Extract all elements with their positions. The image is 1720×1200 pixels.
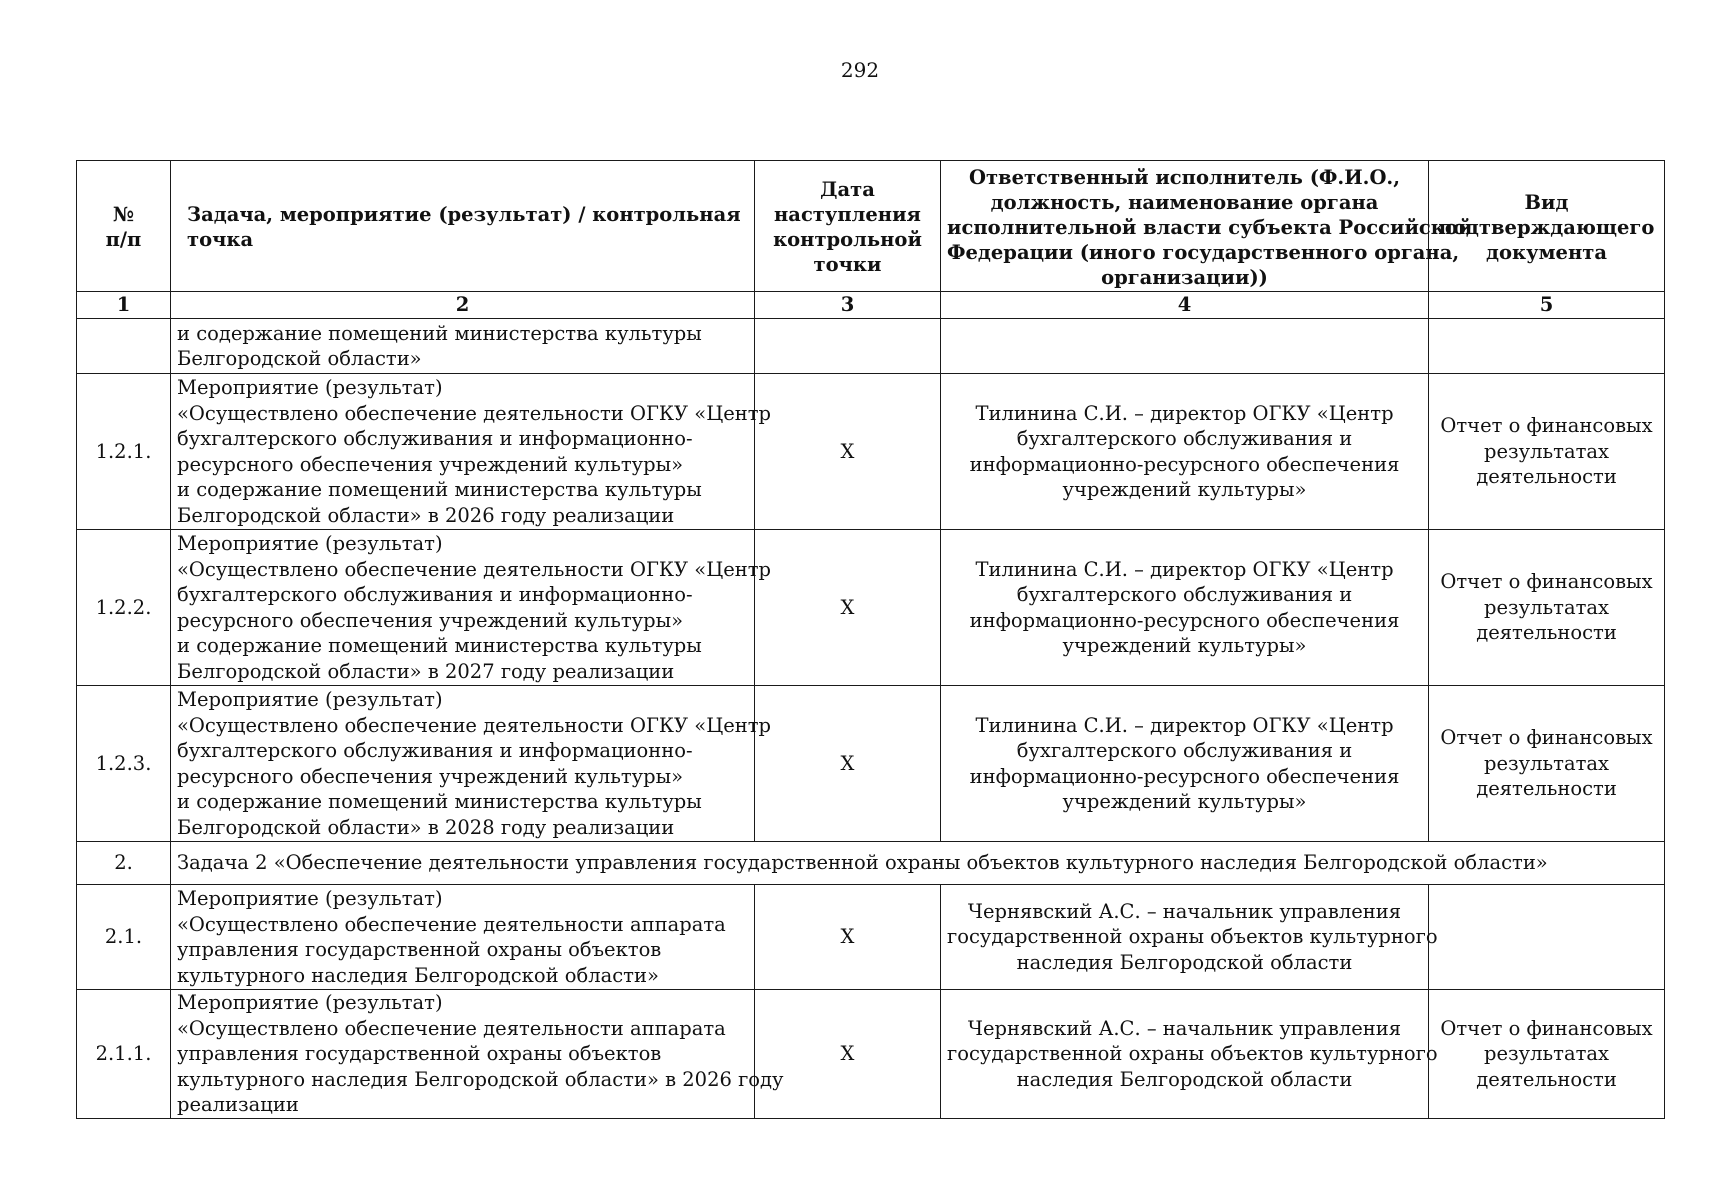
table-row [77,374,1665,530]
row-date: Х [755,374,941,530]
header-task: Задача, мероприятие (результат) / контрольная точка [171,161,755,292]
column-number: 3 [755,292,941,319]
row-executor: Чернявский А.С. – начальник управления государственной охраны объектов культурного наследия Белгородской области [941,885,1429,990]
row-number: 1.2.2. [77,530,171,686]
row-task: Мероприятие (результат) «Осуществлено обеспечение деятельности аппарата управления государственной охраны объектов культурного наследия Белгородской области» [171,885,755,990]
row-executor [941,319,1429,374]
row-date: Х [755,885,941,990]
row-task: Мероприятие (результат) «Осуществлено обеспечение деятельности ОГКУ «Центр бухгалтерского обслуживания и информационно- ресурсного обеспечения учреждений культуры» и содержание помещений министерства культуры Белгородской области» в 2028 году реализации [171,686,755,842]
row-date: Х [755,686,941,842]
row-date: Х [755,990,941,1119]
row-document [1429,319,1665,374]
section-row [77,842,1665,885]
control-points-table [76,160,1665,1119]
row-document [1429,885,1665,990]
row-task: и содержание помещений министерства культуры Белгородской области» [171,319,755,374]
header-date: Дата наступления контрольной точки [755,161,941,292]
row-document: Отчет о финансовых результатах деятельности [1429,374,1665,530]
table-row [77,530,1665,686]
header-number: № п/п [77,161,171,292]
column-numbers-row [77,292,1665,319]
row-number [77,319,171,374]
row-document: Отчет о финансовых результатах деятельности [1429,686,1665,842]
row-executor: Чернявский А.С. – начальник управления государственной охраны объектов культурного наследия Белгородской области [941,990,1429,1119]
row-executor: Тилинина С.И. – директор ОГКУ «Центр бухгалтерского обслуживания и информационно-ресурсного обеспечения учреждений культуры» [941,530,1429,686]
table-row [77,885,1665,990]
page-number: 292 [840,58,880,82]
row-number: 2. [77,842,171,885]
row-document: Отчет о финансовых результатах деятельности [1429,530,1665,686]
table-row [77,686,1665,842]
column-number: 4 [941,292,1429,319]
header-executor: Ответственный исполнитель (Ф.И.О., должность, наименование органа исполнительной власти субъекта Российской Федерации (иного государственного органа, организации)) [941,161,1429,292]
row-date [755,319,941,374]
row-date: Х [755,530,941,686]
row-number: 2.1.1. [77,990,171,1119]
section-title: Задача 2 «Обеспечение деятельности управления государственной охраны объектов культурного наследия Белгородской области» [171,842,1665,885]
row-number: 1.2.1. [77,374,171,530]
table-header-row [77,161,1665,292]
row-number: 2.1. [77,885,171,990]
row-task: Мероприятие (результат) «Осуществлено обеспечение деятельности ОГКУ «Центр бухгалтерского обслуживания и информационно- ресурсного обеспечения учреждений культуры» и содержание помещений министерства культуры Белгородской области» в 2027 году реализации [171,530,755,686]
column-number: 2 [171,292,755,319]
column-number: 5 [1429,292,1665,319]
row-executor: Тилинина С.И. – директор ОГКУ «Центр бухгалтерского обслуживания и информационно-ресурсного обеспечения учреждений культуры» [941,686,1429,842]
table-row [77,319,1665,374]
row-task: Мероприятие (результат) «Осуществлено обеспечение деятельности ОГКУ «Центр бухгалтерского обслуживания и информационно- ресурсного обеспечения учреждений культуры» и содержание помещений министерства культуры Белгородской области» в 2026 году реализации [171,374,755,530]
column-number: 1 [77,292,171,319]
row-executor: Тилинина С.И. – директор ОГКУ «Центр бухгалтерского обслуживания и информационно-ресурсного обеспечения учреждений культуры» [941,374,1429,530]
row-document: Отчет о финансовых результатах деятельности [1429,990,1665,1119]
row-task: Мероприятие (результат) «Осуществлено обеспечение деятельности аппарата управления государственной охраны объектов культурного наследия Белгородской области» в 2026 году реализации [171,990,755,1119]
row-number: 1.2.3. [77,686,171,842]
table-row [77,990,1665,1119]
header-document: Вид подтверждающего документа [1429,161,1665,292]
